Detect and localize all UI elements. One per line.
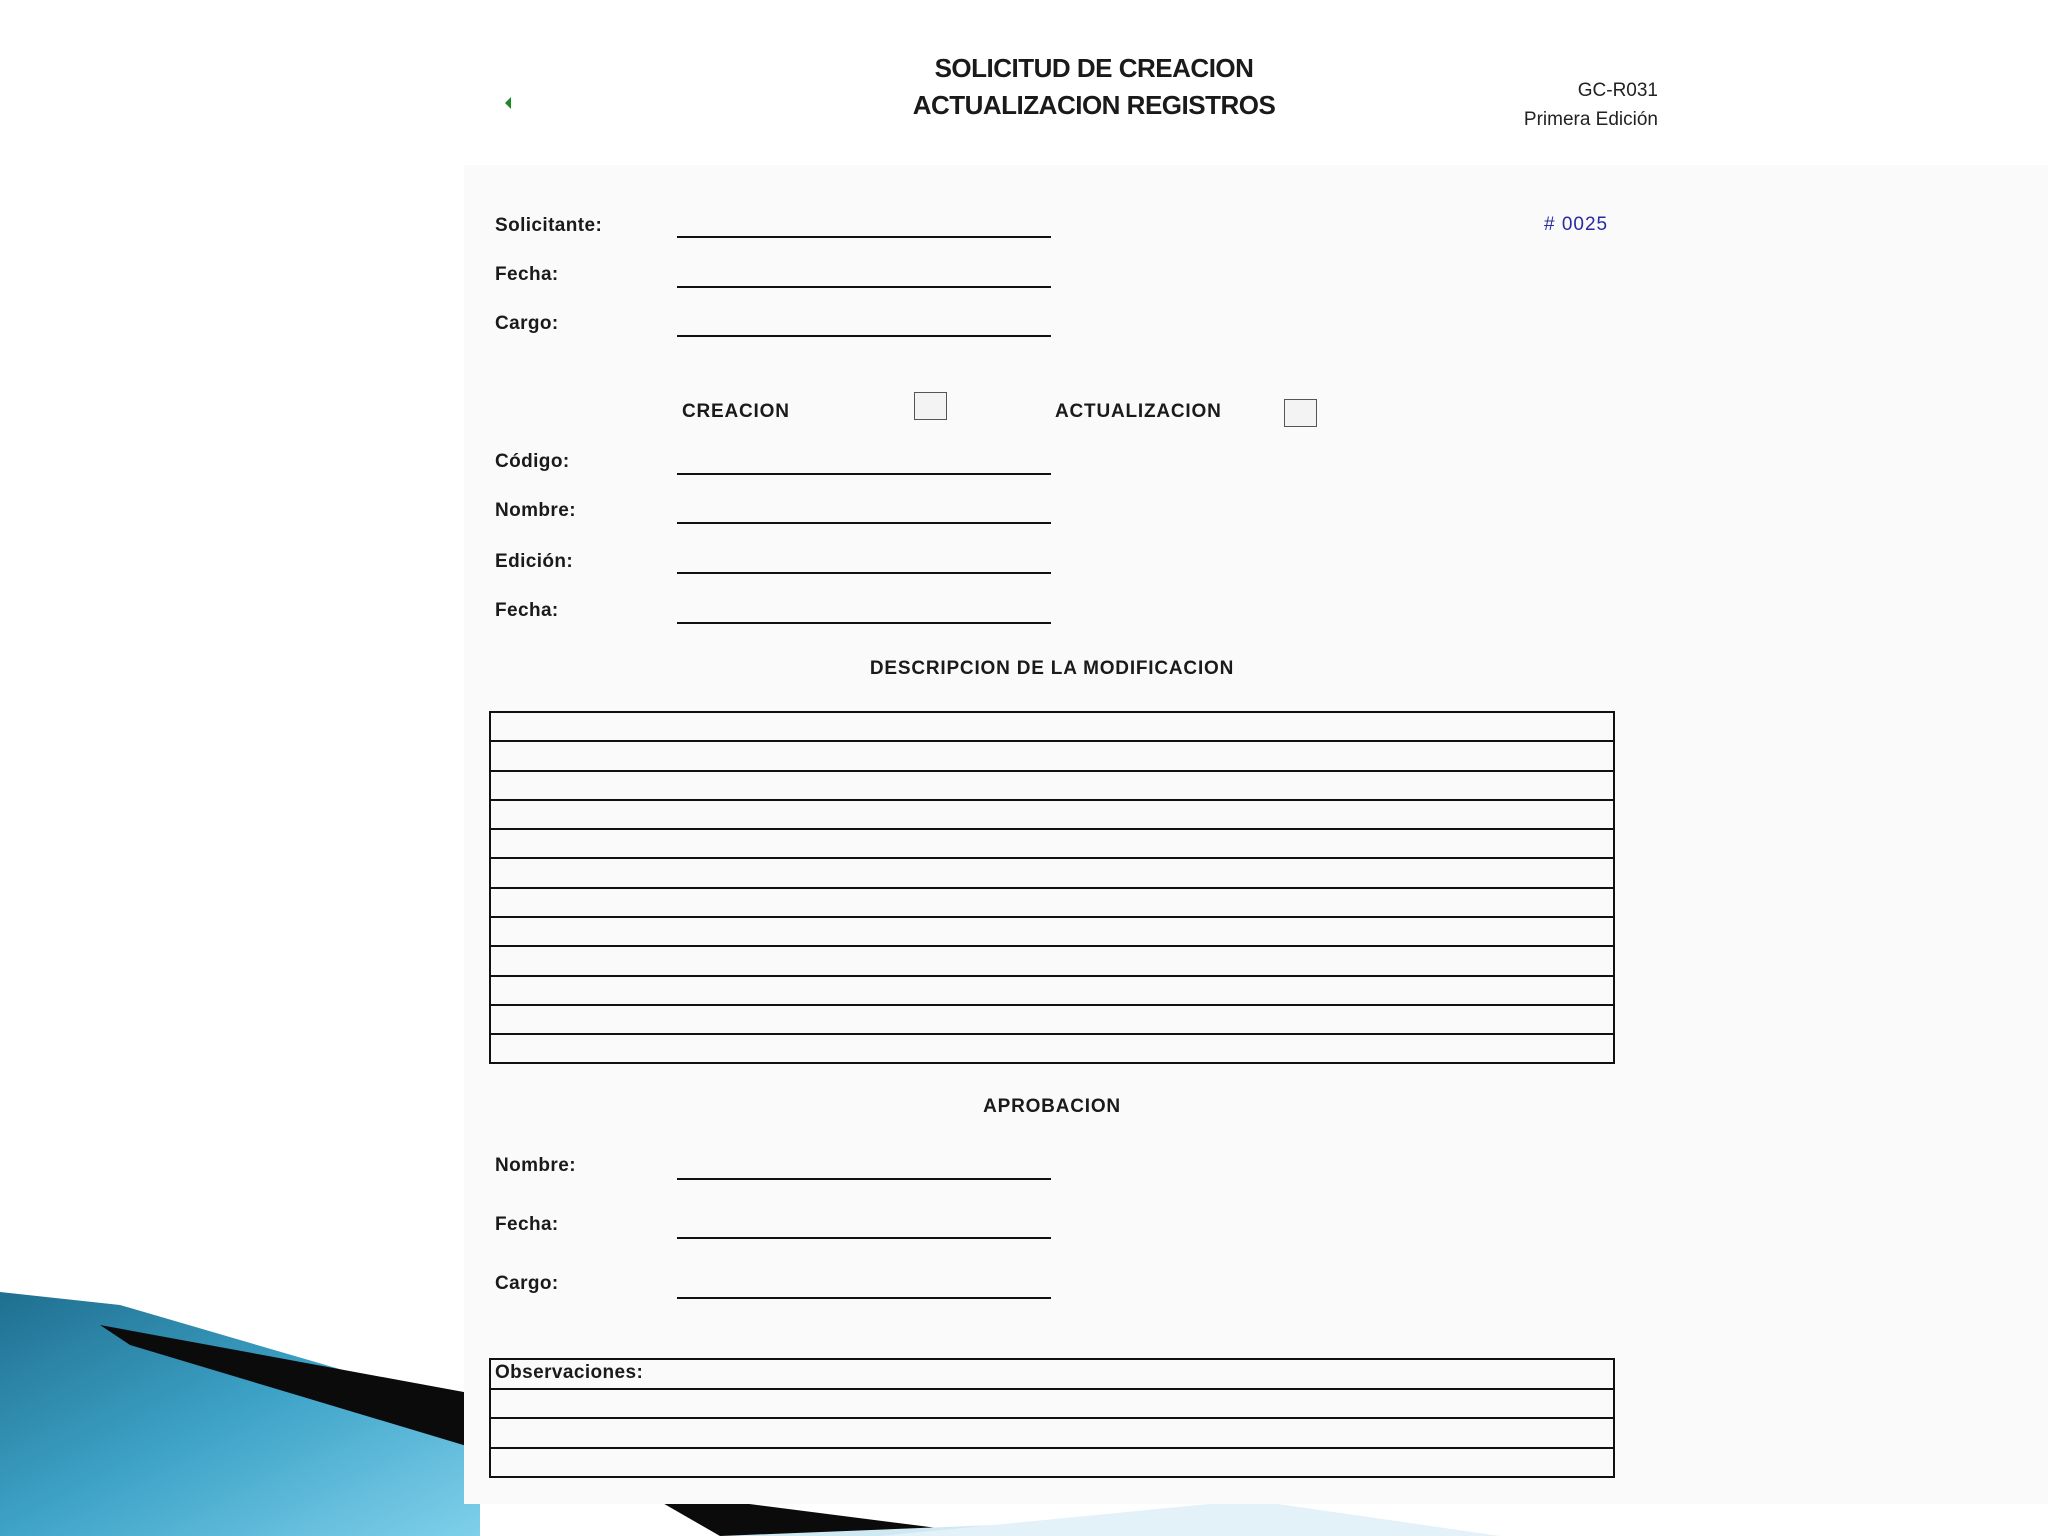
green-marker-icon xyxy=(505,97,511,109)
nombre-field[interactable] xyxy=(677,522,1051,524)
description-box[interactable] xyxy=(489,711,1615,1064)
approval-cargo-label: Cargo: xyxy=(495,1273,559,1294)
observations-header-row xyxy=(491,1360,1613,1390)
solicitante-field[interactable] xyxy=(677,236,1051,238)
description-line[interactable] xyxy=(491,889,1613,918)
cargo-field[interactable] xyxy=(677,335,1051,337)
document-code: GC-R031 xyxy=(1577,80,1658,101)
approval-fecha-field[interactable] xyxy=(677,1237,1051,1239)
form-title-line1: SOLICITUD DE CREACION xyxy=(934,53,1254,83)
approval-fecha-label: Fecha: xyxy=(495,1214,559,1235)
description-line[interactable] xyxy=(491,918,1613,947)
observations-line[interactable] xyxy=(491,1449,1613,1479)
solicitante-label: Solicitante: xyxy=(495,215,603,236)
record-fecha-label: Fecha: xyxy=(495,600,559,621)
description-line[interactable] xyxy=(491,713,1613,742)
fecha-label: Fecha: xyxy=(495,264,559,285)
description-title: DESCRIPCION DE LA MODIFICACION xyxy=(869,658,1235,679)
observations-line[interactable] xyxy=(491,1419,1613,1449)
description-line[interactable] xyxy=(491,1035,1613,1064)
nombre-label: Nombre: xyxy=(495,500,576,521)
observations-box[interactable] xyxy=(489,1358,1615,1478)
cargo-label: Cargo: xyxy=(495,313,559,334)
actualizacion-checkbox[interactable] xyxy=(1284,399,1317,427)
approval-nombre-label: Nombre: xyxy=(495,1155,576,1176)
record-fecha-field[interactable] xyxy=(677,622,1051,624)
fecha-field[interactable] xyxy=(677,286,1051,288)
approval-cargo-field[interactable] xyxy=(677,1297,1051,1299)
codigo-field[interactable] xyxy=(677,473,1051,475)
form-title-line2: ACTUALIZACION REGISTROS xyxy=(912,90,1276,120)
creacion-checkbox[interactable] xyxy=(914,392,947,420)
description-line[interactable] xyxy=(491,859,1613,888)
description-line[interactable] xyxy=(491,742,1613,771)
approval-title: APROBACION xyxy=(983,1096,1121,1117)
approval-nombre-field[interactable] xyxy=(677,1178,1051,1180)
form-title xyxy=(884,50,1304,124)
description-line[interactable] xyxy=(491,772,1613,801)
form-sheet xyxy=(464,40,2048,1504)
actualizacion-label: ACTUALIZACION xyxy=(1055,401,1222,422)
edicion-label: Edición: xyxy=(495,551,574,572)
creacion-label: CREACION xyxy=(682,401,790,422)
description-line[interactable] xyxy=(491,801,1613,830)
observations-line[interactable] xyxy=(491,1390,1613,1420)
description-line[interactable] xyxy=(491,947,1613,976)
description-line[interactable] xyxy=(491,1006,1613,1035)
serial-number: # 0025 xyxy=(1544,214,1609,235)
codigo-label: Código: xyxy=(495,451,570,472)
edicion-field[interactable] xyxy=(677,572,1051,574)
description-line[interactable] xyxy=(491,977,1613,1006)
description-line[interactable] xyxy=(491,830,1613,859)
document-edition: Primera Edición xyxy=(1523,109,1658,130)
observations-label: Observaciones: xyxy=(495,1362,644,1383)
